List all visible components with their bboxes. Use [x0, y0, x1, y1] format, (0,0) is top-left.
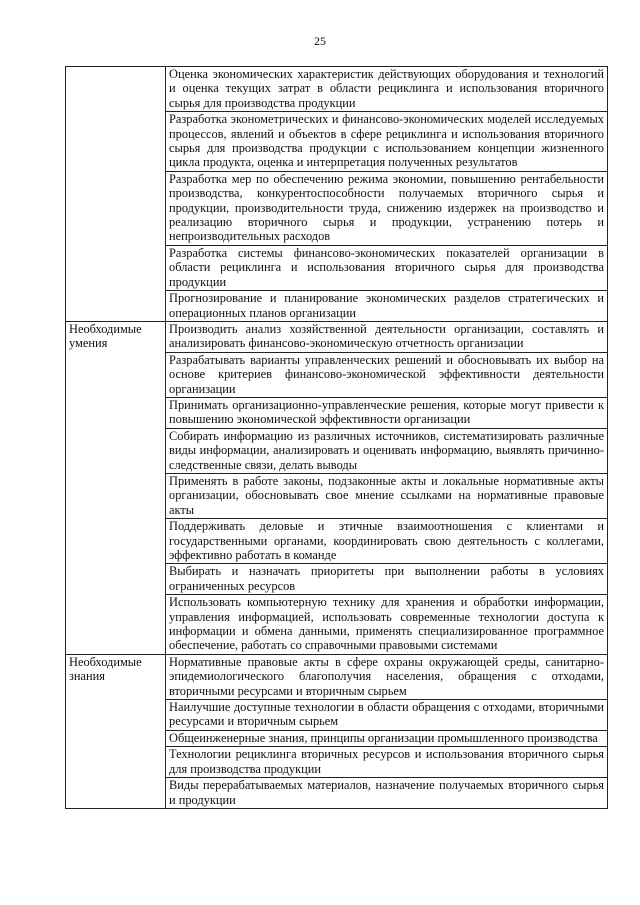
- knowledge-cell: Общеинженерные знания, принципы организации промышленного производства: [166, 730, 608, 746]
- skill-cell: Поддерживать деловые и этичные взаимоотношения с клиентами и государственными органами, координировать свою деятельность с коллегами, эффективно работать в команде: [166, 519, 608, 564]
- table-row: [66, 654, 608, 699]
- knowledge-cell: Виды перерабатываемых материалов, назначение получаемых вторичного сырья и продукции: [166, 778, 608, 809]
- section-label-skills: Необходимые умения: [66, 321, 166, 654]
- labor-action-cell: Оценка экономических характеристик действующих оборудования и технологий и оценка текущих затрат в области рециклинга и использования вторичного сырья для производства продукции: [166, 67, 608, 112]
- section-label-continued: [66, 67, 166, 322]
- knowledge-cell: Технологии рециклинга вторичных ресурсов и использования вторичного сырья для производства продукции: [166, 747, 608, 778]
- labor-action-cell: Разработка мер по обеспечению режима экономии, повышению рентабельности производства, конкурентоспособности получаемых вторичного сырья и продукции, производительности труда, снижению издержек на производство и реализацию вторичного сырья и продукции, устранению потерь и непроизводительных расходов: [166, 171, 608, 245]
- labor-action-cell: Прогнозирование и планирование экономических разделов стратегических и операционных планов организации: [166, 291, 608, 322]
- labor-action-cell: Разработка системы финансово-экономических показателей организации в области рециклинга и использования вторичного сырья для производства продукции: [166, 245, 608, 290]
- skill-cell: Выбирать и назначать приоритеты при выполнении работы в условиях ограниченных ресурсов: [166, 564, 608, 595]
- competency-table: [65, 66, 608, 809]
- knowledge-cell: Нормативные правовые акты в сфере охраны окружающей среды, санитарно-эпидемиологического благополучия населения, обращения с отходами, вторичными ресурсами и вторичным сырьем: [166, 654, 608, 699]
- skill-cell: Разрабатывать варианты управленческих решений и обосновывать их выбор на основе критериев финансово-экономической эффективности деятельности организации: [166, 352, 608, 397]
- skill-cell: Производить анализ хозяйственной деятельности организации, составлять и анализировать финансово-экономическую отчетность организации: [166, 321, 608, 352]
- page-number: 25: [314, 34, 326, 48]
- skill-cell: Применять в работе законы, подзаконные акты и локальные нормативные акты организации, обосновывать свое мнение ссылками на нормативные правовые акты: [166, 473, 608, 518]
- knowledge-cell: Наилучшие доступные технологии в области обращения с отходами, вторичными ресурсами и вторичным сырьем: [166, 700, 608, 731]
- labor-action-cell: Разработка эконометрических и финансово-экономических моделей исследуемых процессов, явлений и объектов в сфере рециклинга и использования вторичного сырья для производства продукции с использованием концепции жизненного цикла продукта, оценка и интерпретация полученных результатов: [166, 112, 608, 172]
- skill-cell: Собирать информацию из различных источников, систематизировать различные виды информации, анализировать и оценивать информацию, выявлять причинно-следственные связи, делать выводы: [166, 428, 608, 473]
- table-row: [66, 321, 608, 352]
- table-row: [66, 67, 608, 112]
- skill-cell: Принимать организационно-управленческие решения, которые могут привести к повышению экономической эффективности организации: [166, 397, 608, 428]
- skill-cell: Использовать компьютерную технику для хранения и обработки информации, управления информацией, использовать современные технологии доступа к информации и обмена данными, применять специализированное программное обеспечение, работать со справочными правовыми системами: [166, 595, 608, 655]
- section-label-knowledge: Необходимые знания: [66, 654, 166, 808]
